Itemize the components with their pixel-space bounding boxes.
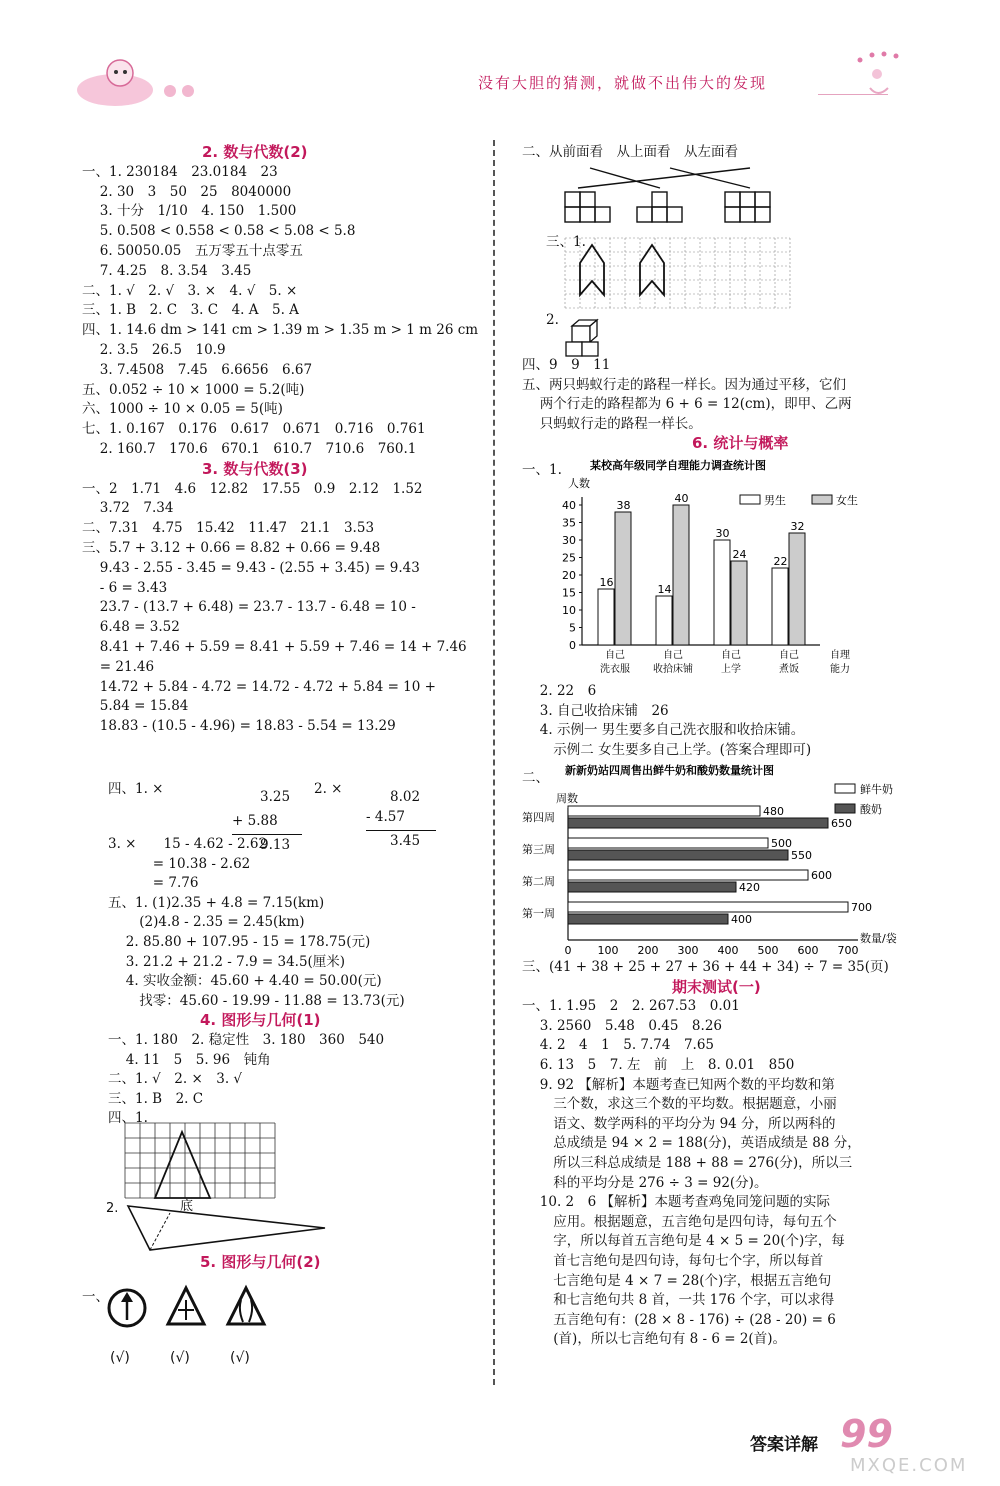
answer-line: 10. 2 6 【解析】本题考查鸡兔同笼问题的实际 xyxy=(522,1194,831,1211)
answer-line: 总成绩是 94 × 2 = 188(分)，英语成绩是 88 分， xyxy=(522,1135,861,1152)
bar-girls xyxy=(731,561,747,645)
footer-label: 答案详解 xyxy=(750,1435,818,1455)
answer-line: 4. 11 5 5. 96 钝角 xyxy=(108,1051,271,1068)
data-label: 38 xyxy=(616,499,631,512)
answer-line: 3.72 7.34 xyxy=(82,500,174,517)
x-tick-label: 自己 xyxy=(721,650,741,661)
answer-line: 6. 50050.05 五万零五十点零五 xyxy=(82,243,303,259)
data-label: 40 xyxy=(674,492,689,505)
bar-fresh-milk xyxy=(568,806,760,816)
bar-fresh-milk xyxy=(568,902,848,912)
vert-b3: 3.45 xyxy=(390,833,421,849)
answer-line: 二、7.31 4.75 15.42 11.47 21.1 3.53 xyxy=(82,520,375,537)
y-tick-label: 0 xyxy=(569,639,576,652)
answer-line: = 21.46 xyxy=(82,658,155,675)
answer-line: 五言绝句有：(28 × 8 - 176) ÷ (28 - 20) = 6 xyxy=(522,1311,836,1328)
answer-line: 三个数，求这三个数的平均数。根据题意，小丽 xyxy=(522,1096,837,1113)
answer-line: 示例二 女生要多自己上学。(答案合理即可) xyxy=(522,741,812,758)
legend-swatch xyxy=(740,495,760,504)
section-title: 期末测试(一) xyxy=(672,977,761,996)
answer-line: 四、1. 14.6 dm > 141 cm > 1.39 m > 1.35 m > 1 m 26 cm xyxy=(82,322,479,339)
answer-line: 2. 30 3 50 25 8040000 xyxy=(82,183,292,200)
answer-line: 二、1. √ 2. √ 3. × 4. √ 5. × xyxy=(82,282,298,299)
bar-fresh-milk xyxy=(568,870,808,880)
y-tick-label: 第一周 xyxy=(522,907,555,920)
data-label: 420 xyxy=(739,881,760,894)
stars-decoration-icon xyxy=(840,48,920,118)
triangle-height-figure xyxy=(106,1198,340,1258)
self-care-bar-chart xyxy=(530,455,910,685)
legend-label: 酸奶 xyxy=(860,803,882,816)
data-label: 600 xyxy=(811,869,832,882)
bar-boys xyxy=(772,568,788,645)
vert-a1: 3.25 xyxy=(260,789,291,805)
three-views-figure xyxy=(560,160,800,230)
sign-mark-2: (√) xyxy=(170,1350,190,1366)
sign-mark-3: (√) xyxy=(230,1350,250,1366)
answer-line: 六、1000 ÷ 10 × 0.05 = 5(吨) xyxy=(82,401,283,418)
x-tick-label: 自己 xyxy=(605,650,625,661)
answer-line: 5.84 = 15.84 xyxy=(82,698,189,715)
vert-b1: 8.02 xyxy=(390,789,421,805)
answer-line: 七、1. 0.167 0.176 0.617 0.671 0.716 0.761 xyxy=(82,421,426,438)
bar-boys xyxy=(598,589,614,645)
vert-label-2: 2. × xyxy=(314,781,343,797)
answer-line: = 10.38 - 2.62 xyxy=(108,855,251,872)
answer-line: 语文、数学两科的平均分为 94 分，所以两科的 xyxy=(522,1115,836,1132)
answer-line: 2. 85.80 + 107.95 - 15 = 178.75(元) xyxy=(108,934,371,950)
section-title: 4. 图形与几何(1) xyxy=(200,1011,321,1030)
answer-line: 3. 21.2 + 21.2 - 7.9 = 34.5(厘米) xyxy=(108,953,346,970)
answer-line: 只蚂蚁行走的路程一样长。 xyxy=(522,415,702,432)
bar-yogurt xyxy=(568,850,788,860)
data-label: 30 xyxy=(715,527,730,540)
x-tick-label: 100 xyxy=(597,944,619,957)
y-tick-label: 第二周 xyxy=(522,875,555,888)
section-title: 3. 数与代数(3) xyxy=(202,459,308,478)
triangle-grid-figure xyxy=(120,1118,280,1208)
answer-line: 3. 7.4508 7.45 6.6656 6.67 xyxy=(82,361,313,378)
answer-line: 一、1. 180 2. 稳定性 3. 180 360 540 xyxy=(108,1032,385,1048)
x-tick-label: 200 xyxy=(637,944,659,957)
x-axis-label: 能力 xyxy=(830,664,850,675)
answer-line: 6.48 = 3.52 xyxy=(82,619,180,636)
answer-line: 五、1. (1)2.35 + 4.8 = 7.15(km) xyxy=(108,894,325,911)
x-tick-label: 洗衣服 xyxy=(600,664,630,675)
answer-line: (2)4.8 - 2.35 = 2.45(km) xyxy=(108,914,305,931)
bar-yogurt xyxy=(568,914,728,924)
bar-yogurt xyxy=(568,818,828,828)
answer-line: 二、1. √ 2. × 3. √ xyxy=(108,1071,243,1088)
answer-line: 四、1. xyxy=(108,1110,148,1127)
answer-line: 2. 22 6 xyxy=(522,683,597,699)
answer-line: 3. × 15 - 4.62 - 2.62 xyxy=(108,836,268,852)
answer-line: 三、(41 + 38 + 25 + 27 + 36 + 44 + 34) ÷ 7 = 35(页) xyxy=(522,959,889,975)
answer-line: 所以三科总成绩是 188 + 88 = 276(分)，所以三 xyxy=(522,1155,853,1171)
data-label: 24 xyxy=(732,548,747,561)
answer-line: 3. 2560 5.48 0.45 8.26 xyxy=(522,1017,722,1034)
x-tick-label: 500 xyxy=(757,944,779,957)
legend-swatch xyxy=(835,784,855,793)
x-axis-label: 数量/袋 xyxy=(860,932,897,945)
answer-line: 18.83 - (10.5 - 4.96) = 18.83 - 5.54 = 13.29 xyxy=(82,718,396,735)
data-label: 500 xyxy=(771,837,792,850)
answer-line: 科的平均分是 276 ÷ 3 = 92(分)。 xyxy=(522,1174,768,1191)
answer-line: 4. 示例一 男生要多自己洗衣服和收拾床铺。 xyxy=(522,722,805,739)
cube-stack-figure xyxy=(562,310,622,360)
chart2-label: 二、 xyxy=(522,770,549,786)
slogan: 没有大胆的猜测，就做不出伟大的发现 xyxy=(478,74,768,92)
answer-line: 和七言绝句共 8 首，一共 176 个字，可以求得 xyxy=(522,1292,835,1309)
section-title: 6. 统计与概率 xyxy=(692,434,789,453)
vert-label-1: 四、1. × xyxy=(108,781,164,797)
x-tick-label: 煮饭 xyxy=(779,664,799,675)
vert-a3: 9.13 xyxy=(260,837,291,853)
y-axis-label: 周数 xyxy=(556,792,578,805)
chart-title: 某校高年级同学自理能力调查统计图 xyxy=(590,459,766,472)
answer-line: 字，所以每首五言绝句是 4 × 5 = 20(个)字，每 xyxy=(522,1233,845,1250)
y-axis-label: 人数 xyxy=(568,477,590,490)
y-tick-label: 15 xyxy=(562,586,576,600)
answer-line: 3. 自己收拾床铺 26 xyxy=(522,702,669,719)
y-tick-label: 20 xyxy=(562,569,576,582)
x-tick-label: 自己 xyxy=(663,650,683,661)
answer-line: 一、2 1.71 4.6 12.82 17.55 0.9 2.12 1.52 xyxy=(82,480,423,497)
answer-line: 6. 13 5 7. 左 前 上 8. 0.01 850 xyxy=(522,1057,795,1073)
x-tick-label: 0 xyxy=(564,944,572,957)
header xyxy=(0,0,1000,120)
answer-line: 三、1. B 2. C xyxy=(108,1090,204,1107)
answer-line: 2. 3.5 26.5 10.9 xyxy=(82,342,226,358)
answer-line: 七言绝句是 4 × 7 = 28(个)字，根据五言绝句 xyxy=(522,1272,832,1289)
answer-line: = 7.76 xyxy=(108,875,199,892)
legend-label: 鲜牛奶 xyxy=(860,783,893,796)
answer-line: 8.41 + 7.46 + 5.59 = 8.41 + 5.59 + 7.46 = 14 + 7.46 xyxy=(82,639,467,655)
y-tick-label: 10 xyxy=(562,604,576,617)
y-tick-label: 第三周 xyxy=(522,843,555,856)
data-label: 550 xyxy=(791,849,812,862)
answer-line: 首七言绝句是四句诗，每句七个字，所以每首 xyxy=(522,1253,824,1269)
answer-line: 找零：45.60 - 19.99 - 11.88 = 13.73(元) xyxy=(108,992,405,1009)
answer-line: (首)，所以七言绝句有 8 - 6 = 2(首)。 xyxy=(522,1331,786,1348)
column-divider xyxy=(493,140,495,1385)
legend-label: 男生 xyxy=(764,494,786,507)
y-tick-label: 第四周 xyxy=(522,811,555,824)
bar-girls xyxy=(789,533,805,645)
narrow-road-warning-sign-icon xyxy=(228,1288,264,1324)
answer-line: 一、1. 1.95 2 2. 267.53 0.01 xyxy=(522,998,740,1015)
answer-line: 三、1. B 2. C 3. C 4. A 5. A xyxy=(82,302,299,319)
traffic-signs xyxy=(100,1278,300,1378)
answer-line: 5. 0.508 < 0.558 < 0.58 < 5.08 < 5.8 xyxy=(82,223,356,240)
answer-line: 应用。根据题意，五言绝句是四句诗，每句五个 xyxy=(522,1213,837,1230)
vert-b2: - 4.57 xyxy=(366,809,405,825)
data-label: 32 xyxy=(790,520,805,533)
sign-mark-1: (√) xyxy=(110,1350,130,1366)
x-tick-label: 300 xyxy=(677,944,699,957)
answer-line: 五、两只蚂蚁行走的路程一样长。因为通过平移，它们 xyxy=(522,376,846,393)
page-number: 99 xyxy=(840,1412,893,1456)
answer-line: 三、1. xyxy=(546,234,586,250)
x-tick-label: 上学 xyxy=(721,664,741,675)
x-tick-label: 400 xyxy=(717,944,739,957)
geo-q1-label: 一、 xyxy=(82,1289,109,1305)
x-tick-label: 600 xyxy=(797,944,819,957)
translation-grid-figure xyxy=(560,233,800,313)
data-label: 22 xyxy=(773,555,788,568)
data-label: 14 xyxy=(657,583,672,596)
data-label: 400 xyxy=(731,913,752,926)
data-label: 700 xyxy=(851,901,872,914)
section-title-geometry-2: 5. 图形与几何(2) xyxy=(200,1253,321,1271)
y-tick-label: 5 xyxy=(569,621,576,635)
answer-line: 四、9 9 11 xyxy=(522,357,611,373)
y-tick-label: 35 xyxy=(562,516,576,530)
answer-line: 4. 实收金额：45.60 + 4.40 = 50.00(元) xyxy=(108,973,382,990)
y-tick-label: 25 xyxy=(562,551,576,565)
x-tick-label: 700 xyxy=(837,944,859,957)
answer-line: 三、5.7 + 3.12 + 0.66 = 8.82 + 0.66 = 9.48 xyxy=(82,540,381,556)
milk-sales-bar-chart xyxy=(520,762,920,962)
answer-line: 一、1. 230184 23.0184 23 xyxy=(82,163,278,180)
chart-title: 新新奶站四周售出鲜牛奶和酸奶数量统计图 xyxy=(565,764,774,777)
answer-line: 9.43 - 2.55 - 3.45 = 9.43 - (2.55 + 3.45) = 9.43 xyxy=(82,559,420,576)
section-title: 2. 数与代数(2) xyxy=(202,143,308,161)
legend-swatch xyxy=(812,495,832,504)
vert-line-2 xyxy=(366,830,436,831)
bar-girls xyxy=(673,505,689,645)
answer-line: 五、0.052 ÷ 10 × 1000 = 5.2(吨) xyxy=(82,381,305,398)
q2-label: 2. xyxy=(106,1201,119,1216)
x-tick-label: 收拾床铺 xyxy=(653,664,693,675)
bar-boys xyxy=(714,540,730,645)
answer-line: 7. 4.25 8. 3.54 3.45 xyxy=(82,262,252,279)
chart1-label: 一、1. xyxy=(522,462,562,478)
bar-yogurt xyxy=(568,882,736,892)
bar-fresh-milk xyxy=(568,838,768,848)
x-axis-label: 自理 xyxy=(830,650,850,661)
answer-line: 二、从前面看 从上面看 从左面看 xyxy=(522,144,738,160)
x-tick-label: 自己 xyxy=(779,650,799,661)
bar-boys xyxy=(656,596,672,645)
answer-line: 4. 2 4 1 5. 7.74 7.65 xyxy=(522,1037,715,1054)
base-label: 底 xyxy=(180,1199,194,1214)
legend-label: 女生 xyxy=(836,494,858,507)
vert-a2: + 5.88 xyxy=(232,813,278,829)
data-label: 480 xyxy=(763,805,784,818)
answer-line: 9. 92 【解析】本题考查已知两个数的平均数和第 xyxy=(522,1076,835,1093)
y-tick-label: 40 xyxy=(562,499,576,512)
answer-line: 两个行走的路程都为 6 + 6 = 12(cm)，即甲、乙两 xyxy=(522,396,852,413)
answer-line: - 6 = 3.43 xyxy=(82,579,168,596)
data-label: 16 xyxy=(599,576,614,589)
answer-line: 23.7 - (13.7 + 6.48) = 23.7 - 13.7 - 6.48 = 10 - xyxy=(82,599,416,616)
answer-line: 2. 160.7 170.6 670.1 610.7 710.6 760.1 xyxy=(82,441,417,457)
legend-swatch xyxy=(835,804,855,813)
watermark: MXQE.COM xyxy=(850,1455,968,1476)
answer-line: 14.72 + 5.84 - 4.72 = 14.72 - 4.72 + 5.84 = 10 + xyxy=(82,678,436,695)
answer-line: 3. 十分 1/10 4. 150 1.500 xyxy=(82,203,297,220)
data-label: 650 xyxy=(831,817,852,830)
bar-girls xyxy=(615,512,631,645)
answer-line: 2. xyxy=(546,312,559,328)
cartoon-decoration-icon xyxy=(70,55,210,110)
y-tick-label: 30 xyxy=(562,534,576,547)
